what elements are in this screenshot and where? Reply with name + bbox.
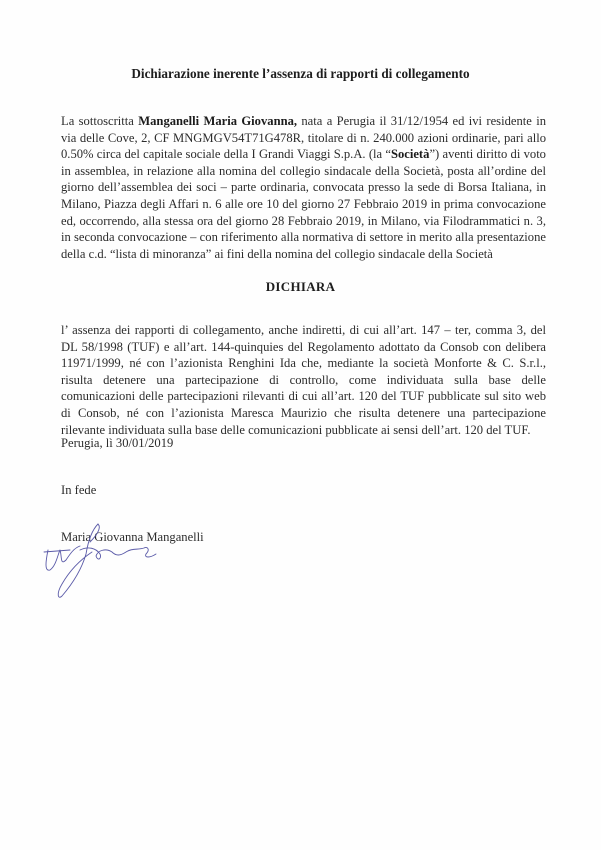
intro-paragraph [61, 113, 546, 262]
intro-text-2: ”) aventi diritto di voto in assemblea, in relazione alla nomina del collegio sindacale della Società, posta all’ordine del giorno dell’assemblea dei soci – parte ordinaria, convocata presso la sede di Borsa Italiana, in Milano, Piazza degli Affari n. 6 alle ore 10 del giorno 27 Febbraio 2019 in prima convocazione ed, occorrendo, alla stessa ora del giorno 28 Febbraio 2019, in Milano, via Filodrammatici n. 3, in seconda convocazione – con riferimento alla normativa di settore in merito alla presentazione della c.d. “lista di minoranza” ai fini della nomina del collegio sindacale della Società [61, 147, 546, 261]
signer-name: Maria Giovanna Manganelli [61, 530, 204, 544]
declarant-name: Manganelli Maria Giovanna, [138, 114, 298, 128]
declaration-heading: DICHIARA [265, 279, 336, 294]
intro-text-1: nata a Perugia il 31/12/1954 ed ivi residente in via delle Cove, 2, CF MNGMGV54T71G478R, titolare di n. 240.000 azioni ordinarie, pari allo 0.50% circa del capitale sociale della I Grandi Viaggi S.p.A. (la “ [61, 114, 546, 162]
company-term: Società [390, 147, 430, 162]
closing-text: In fede [61, 483, 97, 497]
place-date: Perugia, lì 30/01/2019 [61, 436, 174, 450]
intro-prefix: La sottoscritta [61, 114, 139, 128]
handwritten-signature-icon [40, 520, 180, 600]
declaration-paragraph: l’ assenza dei rapporti di collegamento, anche indiretti, di cui all’art. 147 – ter, comma 3, del DL 58/1998 (TUF) e all’art. 144-quinquies del Regolamento adottato da Consob con delibera 11971/1999, né con l’azionista Renghini Ida che, mediante la società Monforte & C. S.r.l., risulta detenere una partecipazione di controllo, come individuata sulla base delle comunicazioni delle partecipazioni rilevanti di cui all’art. 120 del TUF pubblicate sul sito web di Consob, né con l’azionista Maresca Maurizio che risulta detenere una partecipazione rilevante individuata sulla base delle comunicazioni pubblicate ai sensi dell’art. 120 del TUF. [61, 323, 546, 437]
document-title: Dichiarazione inerente l’assenza di rapporti di collegamento [131, 66, 470, 81]
